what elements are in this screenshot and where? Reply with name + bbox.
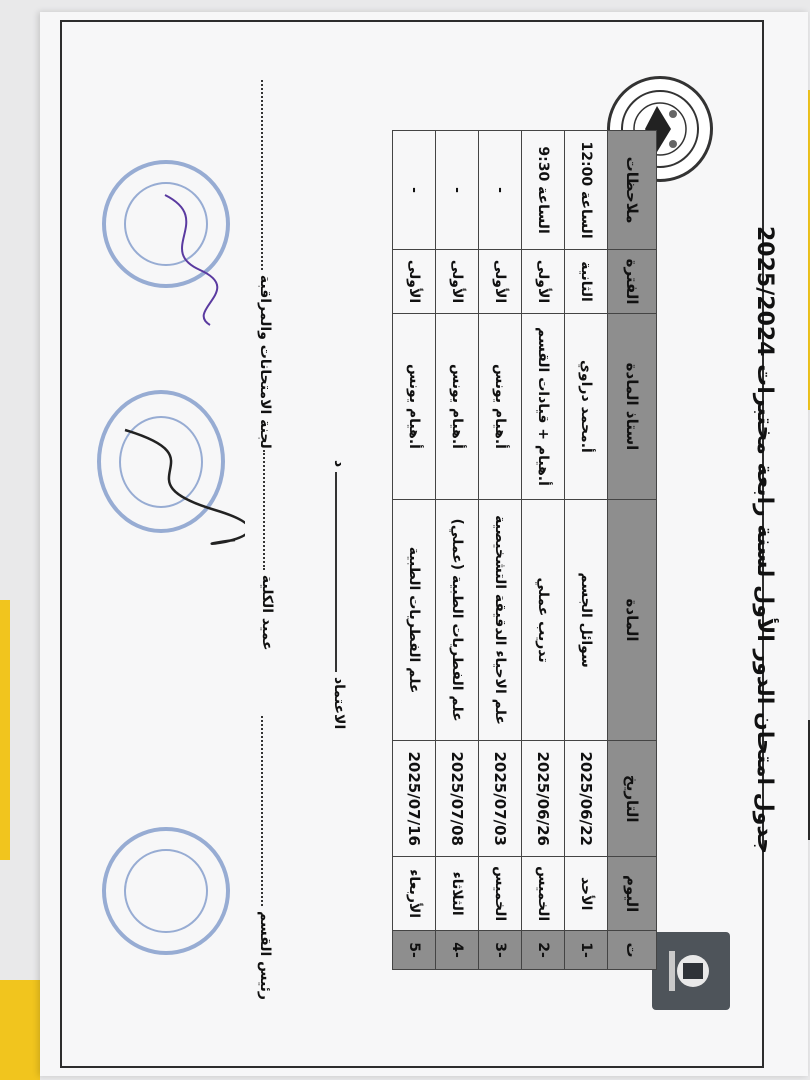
table-header-row <box>608 131 657 970</box>
table-row <box>522 131 565 970</box>
committee-signature-line <box>261 80 263 270</box>
row-period: الأولى <box>436 250 479 314</box>
row-date: 2025/07/16 <box>393 741 436 857</box>
row-num: -3 <box>479 931 522 970</box>
header-day: اليوم <box>608 857 657 931</box>
row-day: الخميس <box>479 857 522 931</box>
row-date: 2025/07/03 <box>479 741 522 857</box>
university-emblem-icon <box>661 941 721 1001</box>
row-notes: - <box>436 131 479 250</box>
header-subject: المادة <box>608 500 657 741</box>
row-num: -1 <box>565 931 608 970</box>
row-teacher: أ.محمد دراوي <box>565 313 608 499</box>
dean-signature <box>259 450 275 651</box>
committee-label: لجنة الامتحانات والمراقبة <box>257 274 273 449</box>
row-notes: - <box>479 131 522 250</box>
row-subject: علم الفطريات الطبية (عملي) <box>436 500 479 741</box>
head-of-department-signature <box>257 716 273 1000</box>
row-day: الثلاثاء <box>436 857 479 931</box>
row-period: الأولى <box>393 250 436 314</box>
dean-signature-scribble-icon <box>105 420 245 560</box>
committee-signature <box>257 80 273 449</box>
row-teacher: أ.هيام يونس <box>393 313 436 499</box>
row-teacher: أ.هيام + قيادات القسم <box>522 313 565 499</box>
header-notes: ملاحظات <box>608 131 657 250</box>
row-num: -4 <box>436 931 479 970</box>
table-row <box>393 131 436 970</box>
header-num: ت <box>608 931 657 970</box>
row-teacher: أ.هيام يونس <box>436 313 479 499</box>
head-label: رئيس القسم <box>257 910 273 1000</box>
row-subject: تدريب عملي <box>522 500 565 741</box>
yellow-folder-bottom-left <box>0 980 40 1080</box>
approval-line <box>335 472 337 672</box>
table-row <box>565 131 608 970</box>
document-title: جدول امتحان الدور الأول لسنة رابعة مختبرات 2025/2024 <box>752 226 777 854</box>
approval-dash: د <box>331 460 347 468</box>
row-period: الثانية <box>565 250 608 314</box>
row-day: الأحد <box>565 857 608 931</box>
row-period: الأولى <box>479 250 522 314</box>
row-notes: الساعة 12:00 <box>565 131 608 250</box>
row-notes: الساعة 9:30 <box>522 131 565 250</box>
row-date: 2025/06/26 <box>522 741 565 857</box>
handwritten-signature-icon <box>145 190 225 330</box>
row-period: الأولى <box>522 250 565 314</box>
row-teacher: أ.هيام يونس <box>479 313 522 499</box>
row-day: الأربعاء <box>393 857 436 931</box>
head-signature-line <box>261 716 263 906</box>
header-period: الفترة <box>608 250 657 314</box>
row-date: 2025/06/22 <box>565 741 608 857</box>
table-row <box>436 131 479 970</box>
row-day: الخميس <box>522 857 565 931</box>
approval-signature <box>331 460 347 729</box>
row-num: -5 <box>393 931 436 970</box>
dean-signature-line <box>263 450 265 570</box>
row-subject: علم الاحياء الدقيقة التشخيصية <box>479 500 522 741</box>
university-logo <box>652 932 730 1010</box>
row-subject: سوائل الجسم <box>565 500 608 741</box>
department-stamp <box>102 827 230 955</box>
exam-schedule-table <box>392 130 657 970</box>
row-subject: علم الفطريات الطبية <box>393 500 436 741</box>
table-row <box>479 131 522 970</box>
rotated-document <box>45 40 785 1040</box>
row-date: 2025/07/08 <box>436 741 479 857</box>
row-num: -2 <box>522 931 565 970</box>
row-notes: - <box>393 131 436 250</box>
header-date: التاريخ <box>608 741 657 857</box>
approval-label: الاعتماد <box>331 676 347 730</box>
yellow-folder-left <box>0 600 10 860</box>
dean-label: عميد الكلية <box>259 574 275 651</box>
header-teacher: استاذ المادة <box>608 313 657 499</box>
